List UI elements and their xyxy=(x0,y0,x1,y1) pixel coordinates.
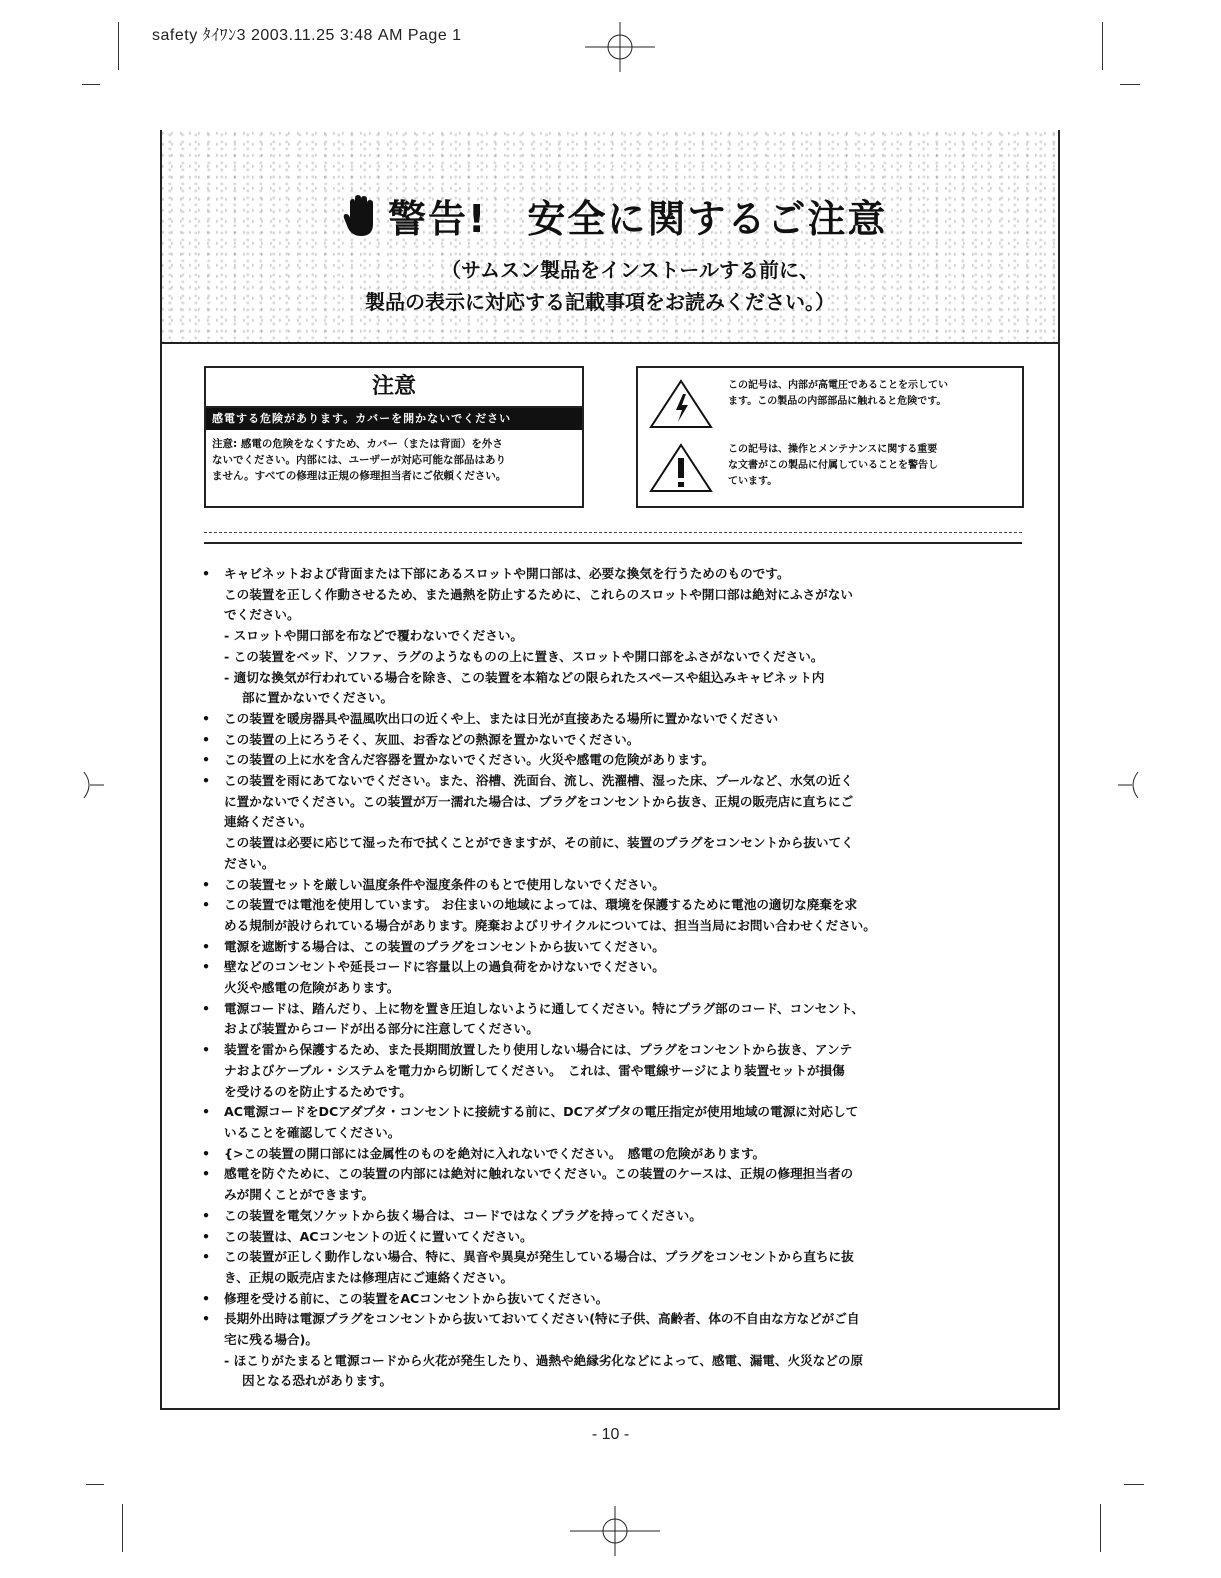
high-voltage-line: ます。この製品の内部部品に触れると危険です。 xyxy=(728,396,947,407)
list-item xyxy=(202,1206,1024,1227)
item-line: • この装置は、ACコンセントの近くに置いてください。 xyxy=(224,1228,533,1244)
important-instructions-row xyxy=(648,442,1018,494)
safety-instructions-list xyxy=(202,564,1024,1392)
item-line: • 電源コードは、踏んだり、上に物を置き圧迫しないように通してください。特にプラグ部のコード、コンセント、 xyxy=(224,1000,865,1016)
list-item xyxy=(202,709,1024,730)
important-instructions-text xyxy=(728,442,1018,490)
page-title: 警告! 安全に関するご注意 xyxy=(388,197,888,241)
subtitle-line-1: （サムスン製品をインストールする前に、 xyxy=(441,258,819,282)
caution-title: 注意 xyxy=(206,368,582,408)
warning-frame xyxy=(160,130,1060,1410)
item-line: でください。 xyxy=(224,607,300,623)
item-line: この装置は必要に応じて湿った布で拭くことができますが、その前に、装置のプラグをコンセントから抜いてく xyxy=(224,835,854,851)
page-number: - 10 - xyxy=(591,1426,630,1443)
item-line: • 装置を雷から保護するため、また長期間放置したり使用しない場合には、プラグをコンセントから抜き、アンテ xyxy=(224,1042,853,1058)
registration-mark-bottom-icon xyxy=(570,1506,660,1556)
item-line: • 長期外出時は電源プラグをコンセントから抜いておいてください(特に子供、高齢者、体の不自由な方などがご自 xyxy=(224,1311,860,1327)
list-item xyxy=(202,895,1024,936)
list-item xyxy=(202,1040,1024,1102)
list-item xyxy=(202,750,1024,771)
list-item xyxy=(202,1164,1024,1205)
item-line: める規制が設けられている場合があります。廃棄およびリサイクルについては、担当当局にお問い合わせください。 xyxy=(224,917,876,933)
item-line: • 感電を防ぐために、この装置の内部には絶対に触れないでください。この装置のケースは、正規の修理担当者の xyxy=(224,1166,854,1182)
title-band xyxy=(162,130,1058,344)
crop-mark-top-right-horizontal xyxy=(1120,84,1140,85)
item-line: および装置からコードが出る部分に注意してください。 xyxy=(224,1021,539,1037)
list-item xyxy=(202,957,1024,998)
item-line: • この装置の上に水を含んだ容器を置かないでください。火災や感電の危険があります。 xyxy=(224,752,715,768)
item-line: • この装置セットを厳しい温度条件や湿度条件のもとで使用しないでください。 xyxy=(224,876,665,892)
list-item xyxy=(202,730,1024,751)
caution-body xyxy=(206,430,582,484)
sub-item-line: - この装置をベッド、ソファ、ラグのようなものの上に置き、スロットや開口部をふさがないでください。 xyxy=(224,648,824,664)
item-line: • この装置を暖房器具や温風吹出口の近くや上、または日光が直接あたる場所に置かないでください xyxy=(224,710,779,726)
item-line: き、正規の販売店または修理店にご連絡ください。 xyxy=(224,1269,514,1285)
important-line: この記号は、操作とメンテナンスに関する重要 xyxy=(728,444,938,455)
list-item xyxy=(202,999,1024,1040)
list-item xyxy=(202,937,1024,958)
registration-mark-left-icon xyxy=(82,770,106,800)
crop-mark-top-left-horizontal xyxy=(82,84,100,85)
symbol-explanation-box xyxy=(636,366,1024,508)
sub-item-line: 因となる恐れがあります。 xyxy=(242,1373,393,1389)
sub-item-line: - 適切な換気が行われている場合を除き、この装置を本箱などの限られたスペースや組込みキャビネット内 xyxy=(224,669,825,685)
item-line: • この装置を雨にあてないでください。また、浴槽、洗面台、流し、洗濯槽、湿った床、プールなど、水気の近く xyxy=(224,773,854,789)
subtitle-line-2: 製品の表示に対応する記載事項をお読みください。） xyxy=(365,290,835,314)
item-line: • AC電源コードをDCアダプタ・コンセントに接続する前に、DCアダプタの電圧指定が使用地域の電源に対応して xyxy=(224,1104,859,1120)
sub-item-line: - スロットや開口部を布などで覆わないでください。 xyxy=(224,628,524,644)
item-line: ナおよびケーブル・システムを電力から切断してください。 これは、雷や電線サージにより装置セットが損傷 xyxy=(224,1062,845,1078)
important-line: ています。 xyxy=(728,476,778,487)
list-item xyxy=(202,1102,1024,1143)
item-line: • この装置では電池を使用しています。 お住まいの地域によっては、環境を保護するために電池の適切な廃棄を求 xyxy=(224,897,858,913)
important-line: な文書がこの製品に付属していることを警告し xyxy=(728,460,938,471)
registration-mark-top-icon xyxy=(585,22,655,72)
list-item xyxy=(202,1309,1024,1392)
crop-mark-top-right-vertical xyxy=(1102,22,1103,70)
title-row xyxy=(342,188,887,243)
item-line: • この装置を電気ソケットから抜く場合は、コードではなくプラグを持ってください。 xyxy=(224,1207,702,1223)
list-item xyxy=(202,564,1024,709)
caution-label-box xyxy=(204,366,584,508)
item-line: • キャビネットおよび背面または下部にあるスロットや開口部は、必要な換気を行うためのものです。 xyxy=(224,566,790,581)
item-line: に置かないでください。この装置が万一濡れた場合は、プラグをコンセントから抜き、正規の販売店に直ちにご xyxy=(224,793,854,809)
caution-body-line: ません。すべての修理は正規の修理担当者にご依頼ください。 xyxy=(212,470,507,482)
crop-mark-bottom-right-vertical xyxy=(1100,1504,1101,1552)
item-line: ださい。 xyxy=(224,855,275,871)
list-item xyxy=(202,1247,1024,1288)
item-line: みが開くことができます。 xyxy=(224,1187,375,1203)
item-line: を受けるのを防止するためです。 xyxy=(224,1083,412,1099)
registration-mark-right-icon xyxy=(1116,770,1140,800)
item-line: この装置を正しく作動させるため、また過熱を防止するために、これらのスロットや開口部は絶対にふさがない xyxy=(224,586,853,602)
print-header: safety ﾀｲﾜﾝ3 2003.11.25 3:48 AM Page 1 xyxy=(152,27,462,44)
item-line: いることを確認してください。 xyxy=(224,1124,401,1140)
item-line: • 電源を遮断する場合は、この装置のプラグをコンセントから抜いてください。 xyxy=(224,938,665,954)
item-line: 宅に残る場合)。 xyxy=(224,1332,318,1348)
caution-body-line: ないでください。内部には、ユーザーが対応可能な部品はあり xyxy=(212,454,506,466)
item-line: 連絡ください。 xyxy=(224,814,313,830)
item-line: • この装置の上にろうそく、灰皿、お香などの熱源を置かないでください。 xyxy=(224,731,640,747)
list-item xyxy=(202,875,1024,896)
sub-item-line: 部に置かないでください。 xyxy=(242,690,394,706)
high-voltage-row xyxy=(648,378,1018,430)
high-voltage-line: この記号は、内部が高電圧であることを示してい xyxy=(728,380,948,391)
crop-mark-bottom-left-vertical xyxy=(122,1504,123,1552)
sub-item-line: - ほこりがたまると電源コードから火花が発生したり、過熱や絶縁劣化などによって、感電、漏電、火災などの原 xyxy=(224,1352,864,1368)
list-item xyxy=(202,1144,1024,1165)
crop-mark-bottom-left-horizontal xyxy=(86,1484,104,1485)
caution-bar: 感電する危険があります。カバーを開かないでください xyxy=(206,408,582,430)
list-item xyxy=(202,771,1024,875)
lightning-warning-icon xyxy=(648,378,714,430)
crop-mark-bottom-right-horizontal xyxy=(1124,1484,1144,1485)
item-line: 火災や感電の危険があります。 xyxy=(224,980,400,996)
divider-dashed xyxy=(204,532,1022,534)
hand-stop-icon xyxy=(342,194,378,238)
caution-body-line: 注意: 感電の危険をなくすため、カバー（または背面）を外さ xyxy=(212,438,503,450)
divider-solid xyxy=(204,542,1022,544)
list-item xyxy=(202,1227,1024,1248)
high-voltage-text xyxy=(728,378,1018,410)
list-item xyxy=(202,1289,1024,1310)
exclamation-warning-icon xyxy=(648,442,714,494)
item-line: • 修理を受ける前に、この装置をACコンセントから抜いてください。 xyxy=(224,1290,609,1306)
item-line: • {>この装置の開口部には金属性のものを絶対に入れないでください。 感電の危険があります。 xyxy=(224,1145,766,1161)
crop-mark-top-left-vertical xyxy=(118,22,119,70)
item-line: • この装置が正しく動作しない場合、特に、異音や異臭が発生している場合は、プラグをコンセントから直ちに抜 xyxy=(224,1249,854,1265)
item-line: • 壁などのコンセントや延長コードに容量以上の過負荷をかけないでください。 xyxy=(224,959,665,975)
